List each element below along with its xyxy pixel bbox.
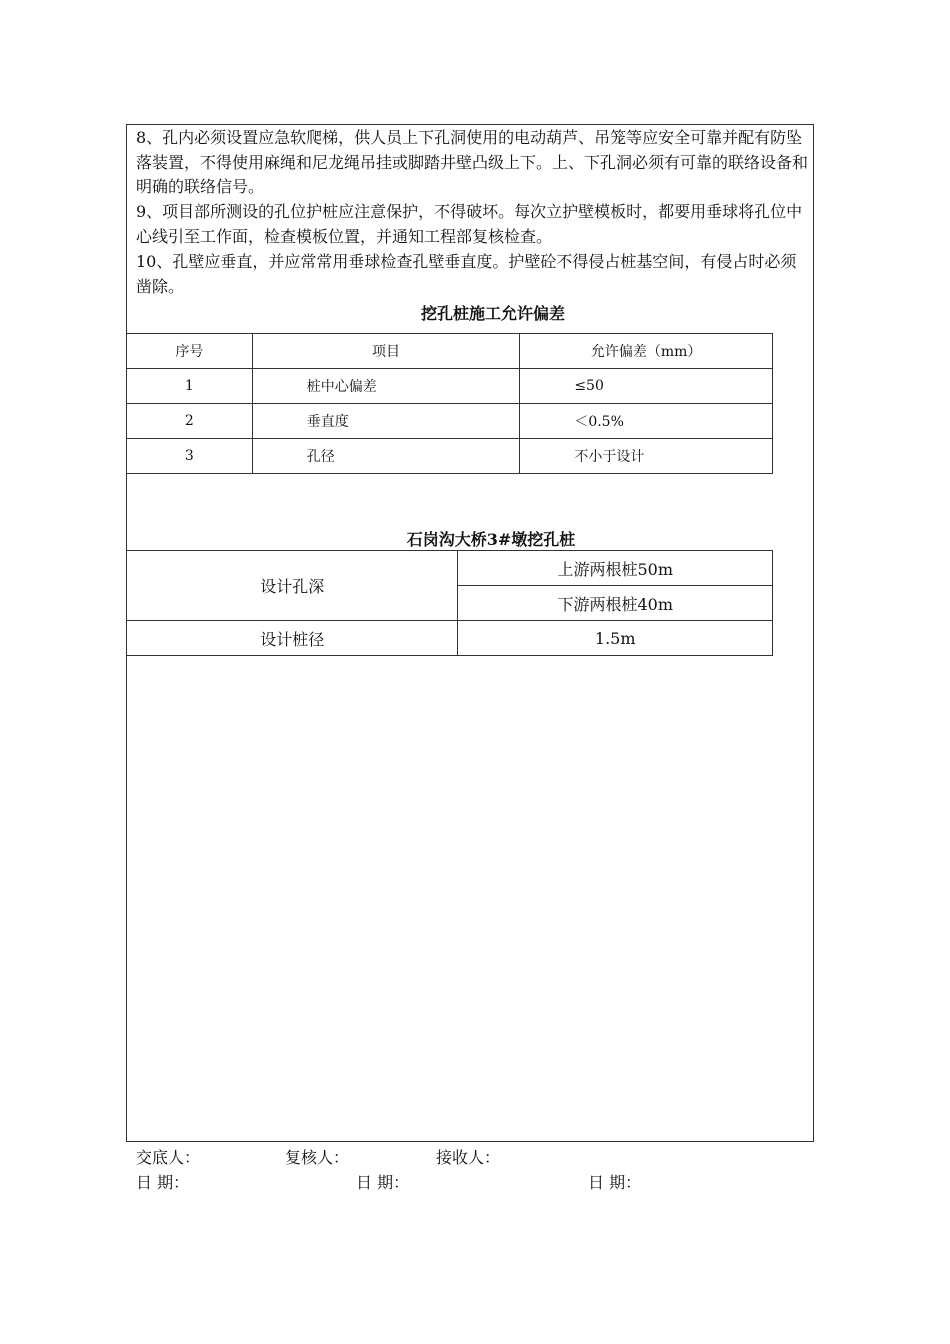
depth-downstream-cell: 下游两根桩40m bbox=[458, 586, 773, 621]
presenter-label: 交底人： bbox=[136, 1148, 201, 1167]
table-cell: 2 bbox=[127, 404, 253, 439]
tolerance-table bbox=[126, 333, 773, 474]
table-cell: ＜0.5% bbox=[520, 404, 773, 439]
tolerance-table-title: 挖孔桩施工允许偏差 bbox=[420, 304, 565, 323]
table-row bbox=[127, 369, 773, 404]
paragraph-10: 10、孔壁应垂直，并应常常用垂球检查孔壁垂直度。护壁砼不得侵占桩基空间，有侵占时必须凿除。 bbox=[136, 252, 797, 296]
pile-table bbox=[126, 550, 773, 656]
table-cell: 3 bbox=[127, 439, 253, 474]
table-cell: ≤50 bbox=[520, 369, 773, 404]
pile-table-title: 石岗沟大桥3#墩挖孔桩 bbox=[406, 530, 576, 549]
paragraph-8: 8、孔内必须设置应急软爬梯，供人员上下孔洞使用的电动葫芦、吊笼等应安全可靠并配有防坠落装置，不得使用麻绳和尼龙绳吊挂或脚踏井壁凸级上下。上、下孔洞必须有可靠的联络设备和明确的联络信号。 bbox=[136, 128, 809, 196]
table-cell: 垂直度 bbox=[252, 404, 520, 439]
diameter-label-cell: 设计桩径 bbox=[127, 621, 458, 656]
reviewer-label: 复核人： bbox=[285, 1148, 350, 1167]
table-row bbox=[127, 404, 773, 439]
table-cell: 孔径 bbox=[252, 439, 520, 474]
table-cell: 桩中心偏差 bbox=[252, 369, 520, 404]
table-row bbox=[127, 621, 773, 656]
header-cell: 允许偏差（mm） bbox=[520, 334, 773, 369]
header-cell: 序号 bbox=[127, 334, 253, 369]
paragraph-9: 9、项目部所测设的孔位护桩应注意保护，不得破坏。每次立护壁模板时，都要用垂球将孔位中心线引至工作面，检查模板位置，并通知工程部复核检查。 bbox=[136, 202, 803, 246]
receiver-label: 接收人： bbox=[436, 1148, 501, 1167]
depth-label-cell: 设计孔深 bbox=[127, 551, 458, 621]
depth-upstream-cell: 上游两根桩50m bbox=[458, 551, 773, 586]
table-cell: 1 bbox=[127, 369, 253, 404]
table-header-row bbox=[127, 334, 773, 369]
date-label: 日 期： bbox=[588, 1173, 642, 1192]
table-row bbox=[127, 551, 773, 586]
header-cell: 项目 bbox=[252, 334, 520, 369]
date-label: 日 期： bbox=[356, 1173, 410, 1192]
date-label: 日 期： bbox=[136, 1173, 190, 1192]
diameter-value-cell: 1.5m bbox=[458, 621, 773, 656]
table-cell: 不小于设计 bbox=[520, 439, 773, 474]
table-row bbox=[127, 439, 773, 474]
